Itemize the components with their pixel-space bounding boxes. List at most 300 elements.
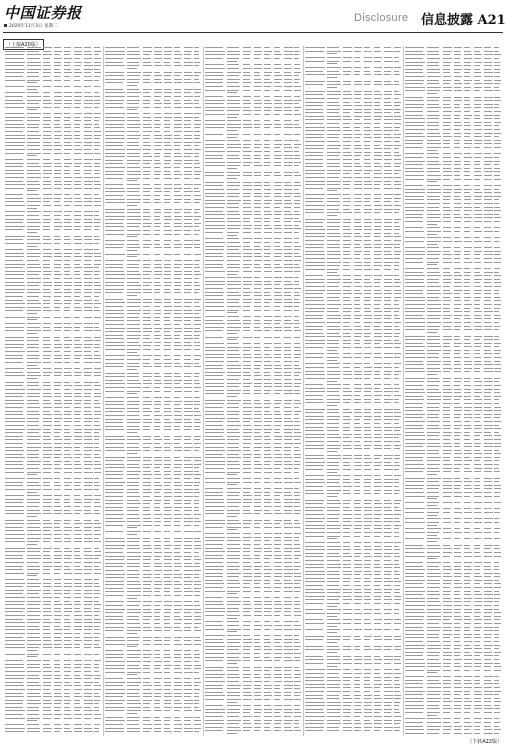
table-cell — [194, 640, 201, 641]
table-cell — [127, 654, 141, 655]
table-cell — [174, 581, 180, 582]
table-cell — [174, 138, 182, 139]
table-cell — [105, 408, 125, 409]
table-cell — [27, 317, 40, 318]
table-cell — [154, 131, 160, 132]
table-cell — [164, 223, 170, 224]
table-cell — [143, 577, 151, 578]
table-cell — [243, 54, 250, 55]
table-cell — [43, 472, 51, 473]
table-cell — [174, 244, 182, 245]
table-cell — [84, 120, 91, 121]
table-cell — [27, 626, 39, 627]
table-cell-wrap — [127, 256, 137, 257]
table-cell — [194, 142, 201, 143]
table-cell — [84, 530, 91, 531]
table-cell — [264, 155, 270, 156]
table-cell — [105, 247, 123, 248]
table-cell — [154, 223, 161, 224]
table-cell — [43, 703, 52, 704]
table-cell — [94, 396, 101, 397]
table-cell — [54, 502, 60, 503]
table-cell — [143, 672, 150, 673]
table-cell — [5, 80, 25, 81]
table-cell — [174, 324, 180, 325]
table-cell — [164, 657, 171, 658]
table-cell — [5, 558, 23, 559]
table-cell — [54, 166, 62, 167]
table-cell — [294, 86, 301, 87]
table-cell — [43, 358, 50, 359]
table-cell — [194, 566, 200, 567]
table-cell — [194, 160, 199, 161]
table-cell — [5, 450, 24, 451]
table-cell — [43, 551, 50, 552]
table-cell — [84, 523, 93, 524]
table-cell — [164, 247, 171, 248]
table-cell — [64, 548, 70, 549]
table-cell — [94, 593, 100, 594]
table-cell — [254, 158, 261, 159]
table-cell — [184, 644, 192, 645]
table-cell — [174, 531, 181, 532]
table-cell — [74, 664, 82, 665]
table-cell — [74, 351, 82, 352]
table-cell — [174, 710, 180, 711]
table-cell — [43, 583, 51, 584]
table-row — [4, 730, 102, 734]
table-cell — [154, 467, 160, 468]
table-cell — [205, 151, 225, 152]
table-cell — [143, 219, 150, 220]
table-cell — [43, 389, 51, 390]
table-cell — [27, 96, 41, 97]
table-cell — [64, 249, 72, 250]
table-cell — [84, 506, 91, 507]
table-cell — [64, 414, 71, 415]
table-cell — [154, 601, 162, 602]
table-cell — [84, 502, 91, 503]
table-cell — [205, 51, 225, 52]
table-cell — [27, 731, 40, 732]
table-cell — [194, 591, 200, 592]
table-cell — [184, 244, 193, 245]
table-cell — [27, 425, 39, 426]
table-cell — [194, 605, 200, 606]
table-cell — [94, 54, 99, 55]
table-cell — [194, 230, 200, 231]
table-cell-wrap — [27, 232, 37, 233]
table-cell — [64, 236, 70, 237]
table-cell — [43, 351, 52, 352]
table-cell — [164, 234, 172, 235]
table-cell — [174, 397, 180, 398]
table-cell — [194, 363, 199, 364]
table-cell — [74, 113, 82, 114]
table-cell — [5, 120, 23, 121]
table-cell — [5, 707, 23, 708]
table-cell — [194, 163, 200, 164]
table-cell — [154, 317, 160, 318]
table-cell — [43, 62, 50, 63]
table-cell — [194, 657, 200, 658]
table-cell — [127, 359, 141, 360]
table-cell — [5, 76, 23, 77]
table-cell — [94, 159, 101, 160]
table-cell — [264, 144, 270, 145]
table-cell — [127, 160, 141, 161]
table-cell — [105, 138, 125, 139]
table-cell — [154, 514, 162, 515]
table-cell — [127, 627, 141, 628]
table-cell — [27, 541, 39, 542]
table-cell — [127, 703, 141, 704]
table-cell — [54, 239, 61, 240]
table-cell — [64, 385, 72, 386]
table-cell — [174, 292, 181, 293]
table-cell — [105, 689, 125, 690]
table-cell — [54, 47, 61, 48]
table-cell — [127, 171, 141, 172]
table-cell — [105, 391, 124, 392]
table-cell — [54, 482, 60, 483]
table-cell — [43, 382, 50, 383]
table-cell — [74, 439, 82, 440]
table-cell — [184, 650, 191, 651]
table-cell — [5, 278, 24, 279]
table-cell — [154, 623, 160, 624]
table-cell — [164, 644, 170, 645]
table-cell — [43, 647, 52, 648]
table-cell — [143, 260, 151, 261]
table-cell — [43, 149, 52, 150]
table-cell — [274, 54, 282, 55]
table-cell — [54, 177, 61, 178]
table-cell — [64, 358, 70, 359]
table-cell — [127, 292, 141, 293]
table-cell — [194, 612, 201, 613]
table-cell — [94, 124, 99, 125]
table-cell — [194, 408, 199, 409]
table-cell — [105, 359, 124, 360]
table-cell — [174, 178, 180, 179]
table-cell — [84, 593, 92, 594]
table-cell — [243, 100, 250, 101]
table-cell — [64, 538, 71, 539]
table-cell — [5, 593, 23, 594]
table-cell — [205, 54, 225, 55]
table-cell — [74, 450, 80, 451]
table-cell-wrap — [127, 352, 137, 353]
table-cell — [127, 58, 141, 59]
table-cell — [43, 664, 50, 665]
table-cell — [84, 194, 91, 195]
table-cell — [164, 464, 171, 465]
table-cell — [143, 541, 150, 542]
table-cell — [5, 429, 25, 430]
table-cell — [54, 372, 62, 373]
table-cell — [164, 731, 172, 732]
table-cell — [105, 58, 123, 59]
table-cell — [64, 337, 70, 338]
table-cell — [184, 247, 192, 248]
table-cell — [154, 548, 161, 549]
table-cell — [84, 527, 92, 528]
table-cell — [143, 685, 152, 686]
bullet-square-icon — [4, 24, 7, 27]
table-cell — [164, 584, 172, 585]
table-cell — [27, 654, 39, 655]
table-cell — [254, 58, 260, 59]
table-cell — [105, 317, 124, 318]
table-cell — [164, 72, 172, 73]
table-cell — [84, 368, 92, 369]
table-cell — [184, 92, 191, 93]
table-cell — [84, 65, 93, 66]
table-cell — [254, 151, 262, 152]
table-cell — [5, 351, 25, 352]
table-cell — [154, 391, 160, 392]
table-cell — [94, 205, 101, 206]
table-cell — [84, 718, 91, 719]
table-cell — [154, 324, 160, 325]
table-cell — [164, 591, 170, 592]
table-cell — [74, 403, 81, 404]
table-cell — [227, 86, 240, 87]
table-cell — [5, 667, 24, 668]
table-cell — [5, 330, 24, 331]
table-cell — [84, 579, 92, 580]
table-cell — [64, 201, 72, 202]
table-cell — [94, 211, 99, 212]
table-cell — [174, 188, 182, 189]
table-cell — [74, 215, 81, 216]
table-cell — [5, 389, 25, 390]
table-cell — [54, 611, 61, 612]
table-cell — [64, 429, 70, 430]
table-cell — [184, 299, 193, 300]
table-cell — [274, 51, 280, 52]
table-cell — [74, 541, 82, 542]
table-cell — [105, 595, 123, 596]
table-cell — [27, 640, 41, 641]
table-cell — [174, 609, 182, 610]
table-cell — [174, 450, 182, 451]
table-cell — [74, 236, 81, 237]
table-cell — [227, 64, 239, 65]
table-cell — [64, 626, 71, 627]
table-cell — [127, 478, 140, 479]
table-cell — [127, 363, 139, 364]
table-cell — [194, 349, 200, 350]
table-cell — [154, 47, 162, 48]
table-cell — [27, 120, 40, 121]
table-cell — [194, 489, 199, 490]
table-cell — [27, 100, 41, 101]
table-cell — [27, 629, 40, 630]
table-cell — [143, 47, 152, 48]
table-cell — [5, 47, 24, 48]
table-cell — [194, 682, 201, 683]
table-cell — [194, 415, 201, 416]
table-cell — [64, 170, 70, 171]
table-cell — [64, 184, 71, 185]
table-cell — [174, 302, 181, 303]
table-cell — [154, 464, 162, 465]
table-cell — [94, 450, 101, 451]
table-cell — [27, 411, 39, 412]
table-cell — [54, 407, 62, 408]
table-cell — [64, 418, 72, 419]
table-cell — [243, 64, 250, 65]
table-cell — [127, 331, 141, 332]
table-cell — [105, 373, 125, 374]
table-cell — [5, 253, 24, 254]
table-cell — [27, 429, 41, 430]
table-cell — [43, 590, 50, 591]
table-cell — [164, 665, 172, 666]
table-cell — [74, 103, 81, 104]
table-cell-wrap — [127, 527, 137, 528]
table-cell — [174, 100, 180, 101]
table-cell — [74, 303, 80, 304]
date-text: 2020年11月3日 星期二 — [9, 24, 57, 29]
table-cell — [164, 700, 171, 701]
table-cell — [194, 485, 199, 486]
table-cell — [194, 391, 199, 392]
table-cell — [194, 359, 200, 360]
table-cell — [143, 630, 152, 631]
table-cell — [27, 113, 41, 114]
table-cell — [184, 103, 193, 104]
table-cell — [43, 307, 50, 308]
table-cell — [184, 447, 193, 448]
table-cell — [74, 124, 80, 125]
table-cell — [194, 518, 199, 519]
table-cell — [27, 667, 40, 668]
table-cell — [64, 256, 71, 257]
table-cell — [105, 439, 125, 440]
table-cell — [154, 429, 160, 430]
table-cell — [164, 51, 172, 52]
table-cell — [184, 640, 191, 641]
table-cell — [5, 644, 24, 645]
table-cell — [94, 310, 100, 311]
table-cell — [194, 474, 201, 475]
table-cell — [105, 184, 123, 185]
table-cell — [127, 601, 141, 602]
table-cell — [143, 310, 151, 311]
table-cell — [54, 411, 60, 412]
table-cell — [64, 211, 72, 212]
table-cell — [64, 198, 72, 199]
table-cell — [143, 552, 152, 553]
table-cell — [164, 717, 171, 718]
table-cell — [127, 380, 139, 381]
table-cell — [54, 375, 61, 376]
table-cell — [164, 373, 172, 374]
table-cell — [174, 408, 182, 409]
table-cell — [27, 142, 40, 143]
table-cell — [174, 556, 182, 557]
table-cell — [205, 114, 225, 115]
table-cell — [184, 199, 191, 200]
table-cell — [284, 140, 293, 141]
table-cell — [105, 131, 125, 132]
table-cell — [64, 728, 70, 729]
table-cell — [194, 223, 201, 224]
table-cell — [127, 419, 141, 420]
table-cell — [143, 240, 151, 241]
table-cell — [174, 89, 181, 90]
table-cell — [294, 155, 300, 156]
table-cell — [194, 138, 200, 139]
table-cell — [54, 447, 62, 448]
table-cell — [74, 499, 81, 500]
table-cell — [84, 113, 93, 114]
table-cell — [74, 86, 81, 87]
table-cell — [43, 457, 51, 458]
table-cell — [64, 92, 72, 93]
table-cell — [43, 510, 50, 511]
table-cell — [64, 303, 71, 304]
table-cell — [227, 51, 240, 52]
table-cell — [127, 299, 141, 300]
table-cell — [164, 415, 172, 416]
table-cell — [164, 62, 170, 63]
table-cell — [94, 622, 101, 623]
table-cell — [5, 403, 24, 404]
table-cell — [64, 65, 70, 66]
table-cell — [164, 559, 172, 560]
table-cell — [94, 107, 99, 108]
table-cell — [274, 90, 280, 91]
table-cell — [84, 327, 93, 328]
table-cell — [94, 307, 99, 308]
table-cell — [84, 597, 92, 598]
table-cell — [74, 239, 82, 240]
table-cell — [154, 328, 162, 329]
table-cell — [27, 256, 40, 257]
table-cell — [27, 163, 39, 164]
table-cell — [43, 597, 52, 598]
table-cell — [64, 51, 71, 52]
table-cell — [105, 376, 125, 377]
table-cell — [5, 58, 24, 59]
table-cell — [64, 120, 70, 121]
table-cell — [174, 145, 180, 146]
table-cell — [174, 627, 180, 628]
table-cell — [84, 211, 93, 212]
table-cell — [27, 358, 39, 359]
table-cell — [127, 271, 139, 272]
table-cell — [105, 278, 125, 279]
table-cell — [94, 142, 100, 143]
table-cell — [84, 177, 93, 178]
table-cell — [194, 595, 200, 596]
table-cell — [184, 62, 193, 63]
table-cell — [54, 495, 62, 496]
table-cell — [5, 194, 23, 195]
table-cell — [105, 485, 123, 486]
table-cell — [43, 506, 52, 507]
table-cell — [294, 103, 299, 104]
table-cell — [143, 492, 152, 493]
table-cell — [154, 693, 161, 694]
table-cell — [5, 188, 24, 189]
table-cell — [127, 267, 139, 268]
table-cell — [174, 212, 180, 213]
